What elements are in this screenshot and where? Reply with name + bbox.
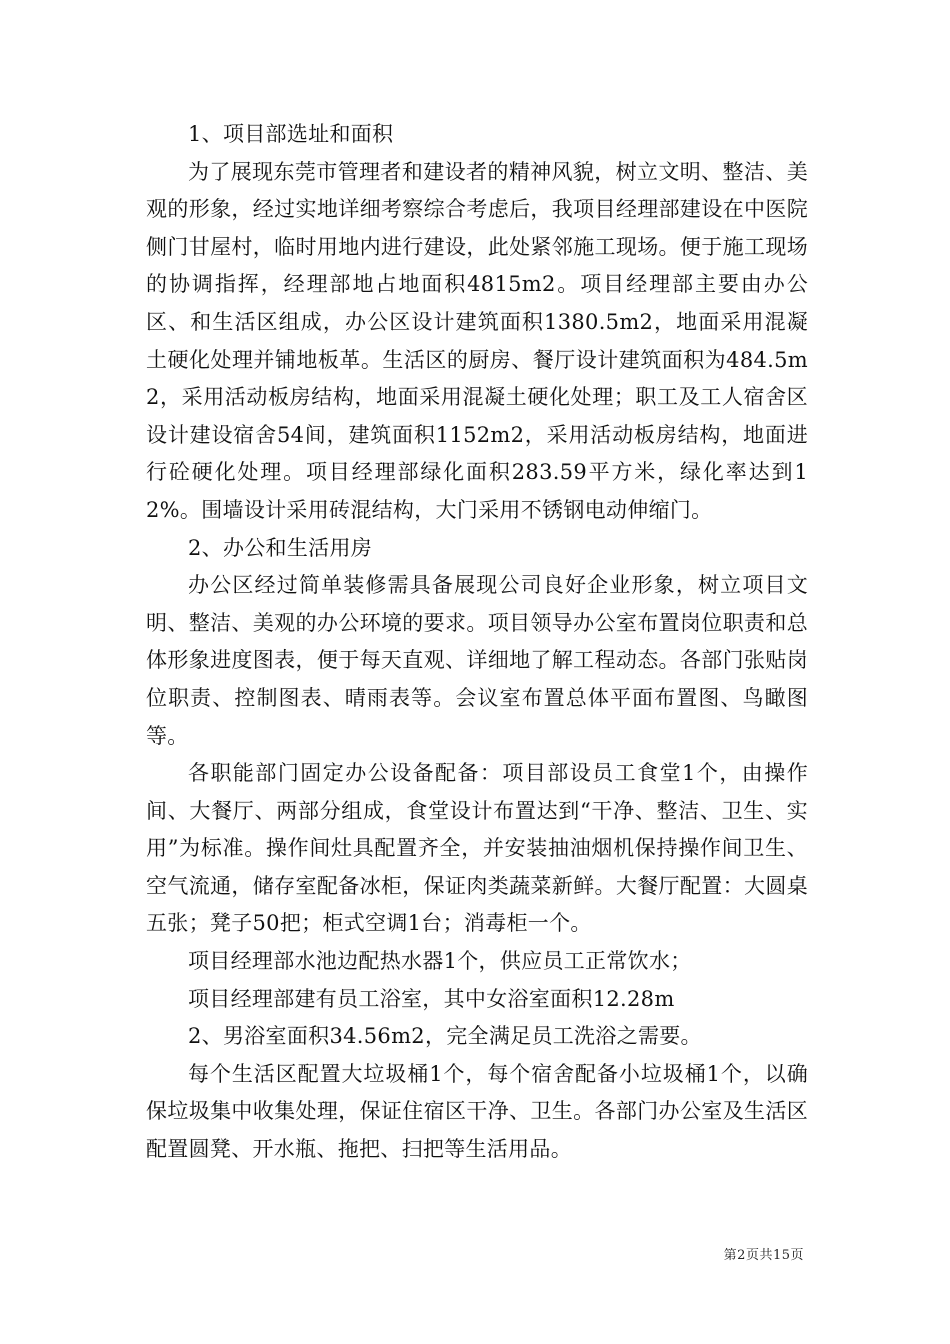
document-body (146, 116, 808, 1169)
paragraph-waste-bins: 每个生活区配置大垃圾桶1个，每个宿舍配备小垃圾桶1个，以确保垃圾集中收集处理，保证住宿区干净、卫生。各部门办公室及生活区配置圆凳、开水瓶、拖把、扫把等生活用品。 (146, 1061, 808, 1162)
section-heading-site-and-area: 1、项目部选址和面积 (188, 122, 394, 146)
paragraph-office-area: 办公区经过简单装修需具备展现公司良好企业形象，树立项目文明、整洁、美观的办公环境的要求。项目领导办公室布置岗位职责和总体形象进度图表，便于每天直观、详细地了解工程动态。各部门张贴岗位职责、控制图表、晴雨表等。会议室布置总体平面布置图、鸟瞰图等。 (146, 573, 808, 748)
paragraph-bathroom: 项目经理部建有员工浴室，其中女浴室面积12.28m (188, 986, 675, 1011)
paragraph-site-description: 为了展现东莞市管理者和建设者的精神风貌，树立文明、整洁、美观的形象，经过实地详细考察综合考虑后，我项目经理部建设在中医院侧门甘屋村，临时用地内进行建设，此处紧邻施工现场。便于施工现场的协调指挥，经理部地占地面积4815m2。项目经理部主要由办公区、和生活区组成，办公区设计建筑面积1380.5m2，地面采用混凝土硬化处理并铺地板革。生活区的厨房、餐厅设计建筑面积为484.5m2，采用活动板房结构，地面采用混凝土硬化处理；职工及工人宿舍区设计建设宿舍54间，建筑面积1152m2，采用活动板房结构，地面进行砼硬化处理。项目经理部绿化面积283.59平方米，绿化率达到12%。围墙设计采用砖混结构，大门采用不锈钢电动伸缩门。 (146, 159, 808, 522)
paragraph-bathroom-continued: 2、男浴室面积34.56m2，完全满足员工洗浴之需要。 (188, 1024, 702, 1049)
paragraph-office-equipment: 各职能部门固定办公设备配备：项目部设员工食堂1个，由操作间、大餐厅、两部分组成，食堂设计布置达到“干净、整洁、卫生、实用”为标准。操作间灶具配置齐全，并安装抽油烟机保持操作间卫生、空气流通，储存室配备冰柜，保证肉类蔬菜新鲜。大餐厅配置：大圆桌五张；凳子50把；柜式空调1台；消毒柜一个。 (146, 761, 808, 936)
paragraph-water-heater: 项目经理部水池边配热水器1个，供应员工正常饮水； (188, 949, 692, 974)
page-number-footer: 第2页共15页 (723, 1248, 804, 1263)
section-heading-office-and-living: 2、办公和生活用房 (188, 535, 373, 560)
